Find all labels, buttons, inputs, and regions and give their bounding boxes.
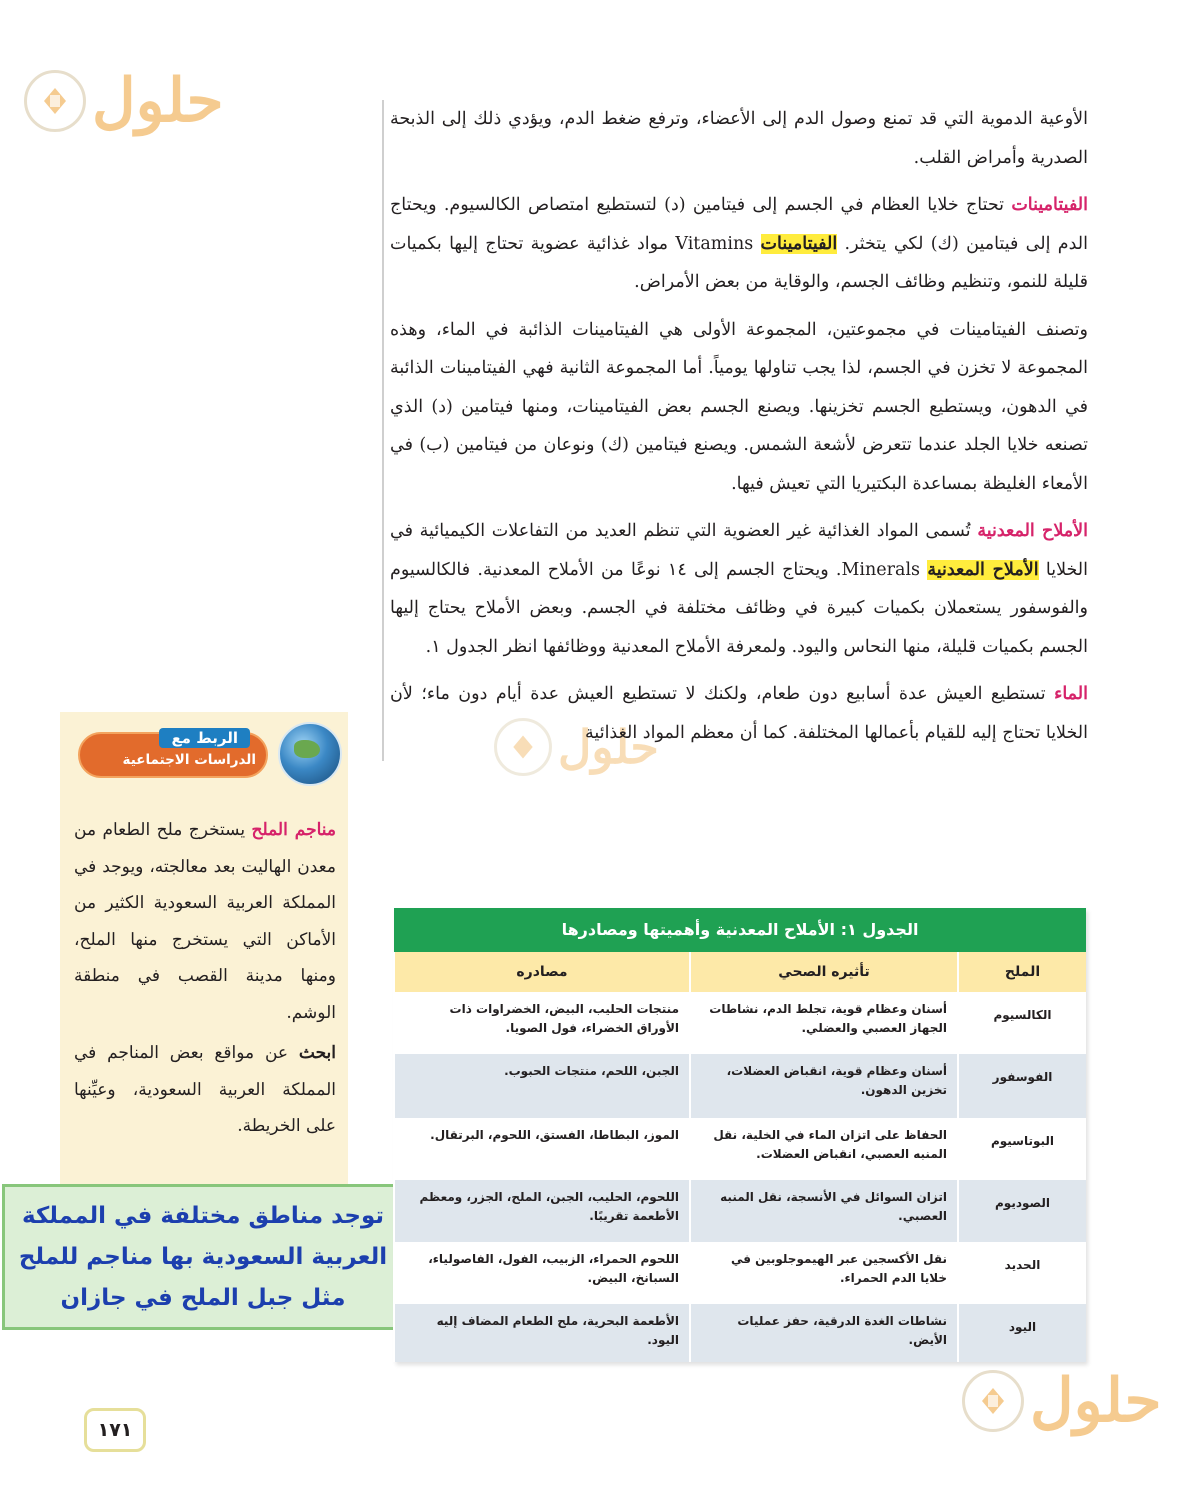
cell-health-effect: أسنان وعظام قوية، تجلط الدم، نشاطات الجهاز العصبي والعضلي. (690, 992, 958, 1054)
cell-health-effect: نشاطات الغدة الدرقية، حفز عمليات الأيض. (690, 1304, 958, 1362)
cell-sources: الأطعمة البحرية، ملح الطعام المضاف إليه اليود. (394, 1304, 690, 1362)
table-row (394, 1304, 1086, 1362)
cell-sources: منتجات الحليب، البيض، الخضراوات ذات الأوراق الخضراء، فول الصويا. (394, 992, 690, 1054)
cell-sources: الموز، البطاطا، الفستق، اللحوم، البرتقال. (394, 1118, 690, 1180)
cell-health-effect: أسنان وعظام قوية، انقباض العضلات، تخزين الدهون. (690, 1054, 958, 1118)
watermark-logo (962, 1366, 1162, 1436)
watermark-text: حلول (92, 66, 224, 136)
term-water: الماء (1054, 684, 1088, 704)
term-minerals: الأملاح المعدنية (977, 521, 1088, 541)
book-icon (24, 70, 86, 132)
table-row (394, 1242, 1086, 1304)
page-number: ١٧١ (84, 1408, 146, 1452)
header-label-subject: الدراسات الاجتماعية (122, 752, 256, 768)
main-text-column (382, 100, 1088, 761)
water-text: تستطيع العيش عدة أسابيع دون طعام، ولكنك لا تستطيع العيش عدة أيام دون ماء؛ لأن الخلايا تحتاج إليه للقيام بأعمالها المختلفة. كما أن معظم المواد الغذائية (390, 684, 1088, 743)
salt-mines-text: يستخرج ملح الطعام من معدن الهاليت بعد معالجته، ويوجد في المملكة العربية السعودية الكثير من الأماكن التي يستخرج منها الملح، ومنها مدينة القصب في منطقة الوشم. (74, 820, 336, 1023)
watermark-text: حلول (1030, 1366, 1162, 1436)
cell-health-effect: نقل الأكسجين عبر الهيموجلوبين في خلايا الدم الحمراء. (690, 1242, 958, 1304)
watermark-logo (24, 66, 224, 136)
cell-mineral: اليود (958, 1304, 1086, 1362)
table-header-row (394, 952, 1086, 992)
social-studies-sidebar (60, 712, 348, 1186)
table-row (394, 1180, 1086, 1242)
paragraph-water (390, 675, 1088, 752)
watermark-text: حلول (558, 720, 659, 774)
cell-health-effect: الحفاظ على اتزان الماء في الخلية، نقل المنبه العصبي، انقباض العضلات. (690, 1118, 958, 1180)
table-row (394, 1054, 1086, 1118)
paragraph-vitamin-groups: وتصنف الفيتامينات في مجموعتين، المجموعة الأولى هي الفيتامينات الذائبة في الماء، وهذه المجموعة لا تخزن في الجسم، لذا يجب تناولها يومياً. أما المجموعة الثانية فهي الفيتامينات الذائبة في الدهون، ويستطيع الجسم تخزينها. ويصنع الجسم بعض الفيتامينات، ومنها فيتامين (د) الذي تصنعه خلايا الجلد عندما تتعرض لأشعة الشمس. ويصنع فيتامين (ك) ونوعان من فيتامين (ب) في الأمعاء الغليظة بمساعدة البكتيريا التي تعيش فيها. (390, 319, 1088, 494)
cell-health-effect: اتزان السوائل في الأنسجة، نقل المنبه العصبي. (690, 1180, 958, 1242)
answer-box (2, 1184, 404, 1330)
globe-icon (278, 722, 342, 786)
cell-mineral: الكالسيوم (958, 992, 1086, 1054)
minerals-text-a: تُسمى المواد الغذائية غير العضوية التي تنظم العديد من التفاعلات الكيميائية في الخلايا (390, 521, 1088, 580)
header-label-link: الربط مع (159, 728, 250, 748)
highlight-vitamins: الفيتامينات (760, 233, 838, 254)
sidebar-paragraph-salt-mines (74, 812, 336, 1031)
highlight-minerals: الأملاح المعدنية (927, 559, 1039, 580)
cell-mineral: الحديد (958, 1242, 1086, 1304)
cell-sources: الجبن، اللحم، منتجات الحبوب. (394, 1054, 690, 1118)
header-health-effect: تأثيره الصحي (690, 952, 958, 992)
vitamins-text-a: تحتاج خلايا العظام في الجسم إلى فيتامين (د) لتستطيع امتصاص الكالسيوم. ويحتاج الدم إلى فيتامين (ك) لكي يتخثر. (390, 195, 1088, 254)
table-row (394, 1118, 1086, 1180)
book-icon (962, 1370, 1024, 1432)
header-mineral: الملح (958, 952, 1086, 992)
minerals-text-b: Minerals. ويحتاج الجسم إلى ١٤ نوعًا من الأملاح المعدنية. فالكالسيوم والفوسفور يستعملان بكميات كبيرة في وظائف مختلفة في الجسم. وبعض الأملاح يحتاج إليها الجسم بكميات قليلة، منها النحاس واليود. ولمعرفة الأملاح المعدنية ووظائفها انظر الجدول ١. (390, 559, 1088, 657)
table-title: الجدول ١: الأملاح المعدنية وأهميتها ومصادرها (394, 908, 1086, 952)
cell-sources: اللحوم الحمراء، الزبيب، الفول، الفاصولياء، السبانخ، البيض. (394, 1242, 690, 1304)
paragraph-vitamins (390, 186, 1088, 302)
paragraph-blood-vessels: الأوعية الدموية التي قد تمنع وصول الدم إلى الأعضاء، وترفع ضغط الدم، ويؤدي ذلك إلى الذبحة الصدرية وأمراض القلب. (390, 109, 1088, 168)
answer-text: توجد مناطق مختلفة في المملكة العربية السعودية بها مناجم للملح مثل جبل الملح في جازان (18, 1202, 388, 1311)
vitamins-text-b: Vitamins مواد غذائية عضوية تحتاج إليها بكميات قليلة للنمو، وتنظيم وظائف الجسم، والوقاية من بعض الأمراض. (390, 233, 1088, 292)
research-text: عن مواقع بعض المناجم في المملكة العربية السعودية، وعيِّنها على الخريطة. (74, 1043, 336, 1136)
sidebar-header (100, 722, 348, 786)
term-research: ابحث (298, 1043, 336, 1063)
table-row (394, 992, 1086, 1054)
term-vitamins: الفيتامينات (1011, 195, 1088, 215)
minerals-table-grid (393, 952, 1086, 1362)
sidebar-body (60, 786, 348, 1145)
minerals-table (394, 908, 1086, 1362)
header-sources: مصادره (394, 952, 690, 992)
paragraph-minerals (390, 512, 1088, 666)
term-salt-mines: مناجم الملح (251, 820, 336, 840)
cell-sources: اللحوم، الحليب، الجبن، الملح، الجزر، ومعظم الأطعمة تقريبًا. (394, 1180, 690, 1242)
cell-mineral: البوتاسيوم (958, 1118, 1086, 1180)
sidebar-paragraph-research (74, 1035, 336, 1145)
cell-mineral: الفوسفور (958, 1054, 1086, 1118)
cell-mineral: الصوديوم (958, 1180, 1086, 1242)
